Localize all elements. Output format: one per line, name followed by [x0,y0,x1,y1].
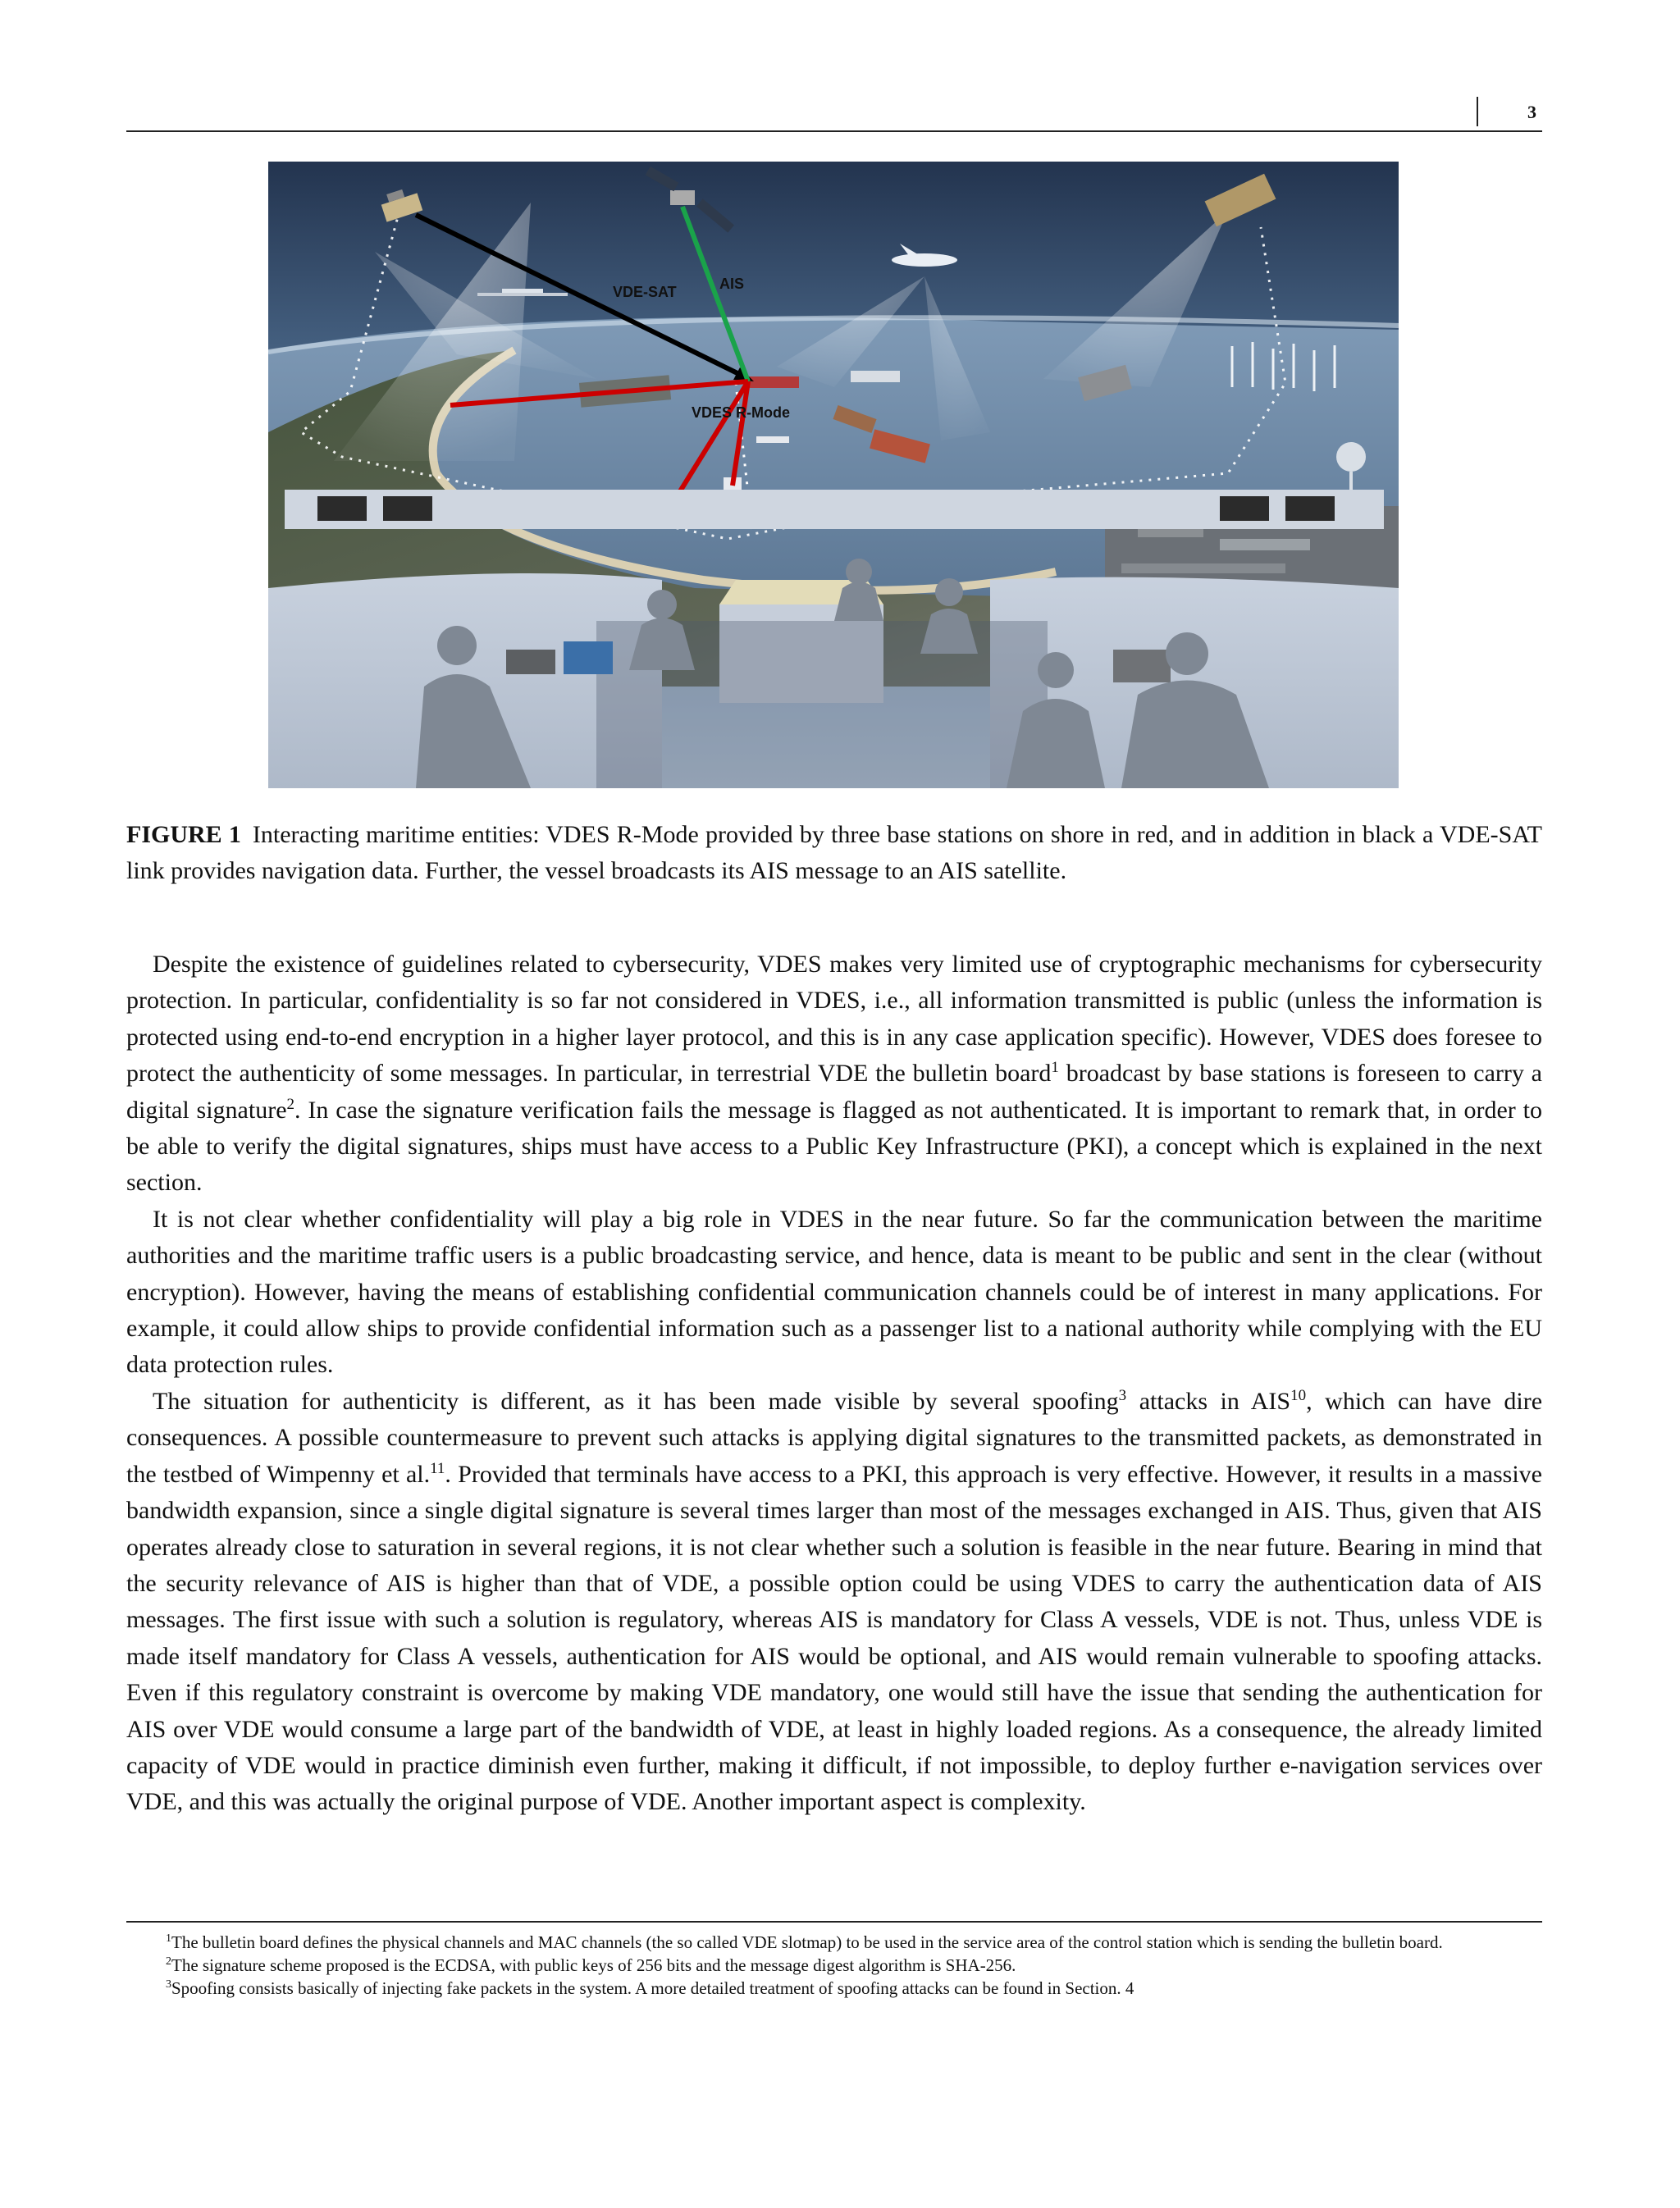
footnote-1: $^1$The bulletin board defines the physical channels and MAC channels (the so called VDE slotmap) to be used in the service area of the control station which is sending the bulletin board. [166,1932,1443,1952]
footnote-2: $^2$The signature scheme proposed is the ECDSA, with public keys of 256 bits and the message digest algorithm is SHA-256. [166,1955,1016,1975]
paragraph-1: Despite the existence of guidelines related to cybersecurity, VDES makes very limited use of cryptographic mechanisms for cybersecurity protection. In particular, confidentiality is so far not considered in VDES, i.e., all information transmitted is public (unless the information is protected using end-to-end encryption in a higher layer protocol, and this is in any case application specific). However, VDES does foresee to protect the authenticity of some messages. In particular, in terrestrial VDE the bulletin board$^1$ broadcast by base stations is foreseen to carry a digital signature$^2$. In case the signature verification fails the message is flagged as not authenticated. It is important to remark that, in order to be able to verify the digital signatures, ships must have access to a Public Key Infrastructure (PKI), a concept which is explained in the next section. [126,951,1542,1197]
caption-text: Interacting maritime entities: VDES R-Mode provided by three base stations on shore in red, and in addition in black a VDE-SAT link provides navigation data. Further, the vessel broadcasts its AIS message to an AIS satellite. [126,821,1542,884]
label-vdes-rmode: VDES R-Mode [692,404,791,421]
footnote-marker-2: 2 [286,1095,295,1113]
figure-caption [126,817,1542,889]
paragraph-2: It is not clear whether confidentiality will play a big role in VDES in the near future. So far the communication between the maritime authorities and the maritime traffic users is a public broadcasting service, and hence, data is meant to be public and sent in the clear (without encryption). However, having the means of establishing confidential communication channels could be of interest in many applications. For example, it could allow ships to provide confidential information such as a passenger list to a national authority while complying with the EU data protection rules. [126,1205,1542,1379]
header-separator [1477,97,1478,126]
footnote-3: $^3$Spoofing consists basically of injecting fake packets in the system. A more detailed treatment of spoofing attacks can be found in Section. 4 [166,1978,1134,1998]
footnote-marker-1: 1 [1051,1059,1059,1077]
figure-1-illustration [268,162,1399,788]
body-text [126,947,1542,1821]
footnotes [126,1931,1542,2000]
label-vde-sat: VDE-SAT [613,284,677,300]
page-number: 3 [1527,102,1536,122]
citation-10: 10 [1290,1386,1307,1404]
header-rule [126,130,1542,132]
label-ais: AIS [719,276,745,292]
paragraph-3: The situation for authenticity is different, as it has been made visible by several spoofing$^3$ attacks in AIS$^{10}$, which can have dire consequences. A possible countermeasure to prevent such attacks is applying digital signatures to the transmitted packets, as demonstrated in the testbed of Wimpenny et al.$^{11}$. Provided that terminals have access to a PKI, this approach is very effective. However, it results in a massive bandwidth expansion, since a single digital signature is several times larger than most of the messages exchanged in AIS. Thus, given that AIS operates already close to saturation in several regions, it is not clear whether such a solution is feasible in the near future. Bearing in mind that the security relevance of AIS is higher than that of VDE, a possible option could be using VDES to carry the authentication data of AIS messages. The first issue with such a solution is regulatory, whereas AIS is mandatory for Class A vessels, VDE is not. Thus, unless VDE is made itself mandatory for Class A vessels, authentication for AIS would be optional, and AIS would remain vulnerable to spoofing attacks. Even if this regulatory constraint is overcome by making VDE mandatory, one would still have the issue that sending the authentication for AIS over VDE would consume a large part of the bandwidth of VDE, at least in highly loaded regions. As a consequence, the already limited capacity of VDE would in practice diminish even further, making it difficult, if not impossible, to deploy further e-navigation services over VDE, and this was actually the original purpose of VDE. Another important aspect is complexity. [126,1386,1543,1816]
footnote-marker-3: 3 [1118,1386,1127,1404]
footnote-rule [126,1921,1542,1923]
figure-label: FIGURE 1 [126,821,241,848]
citation-11: 11 [430,1459,445,1477]
